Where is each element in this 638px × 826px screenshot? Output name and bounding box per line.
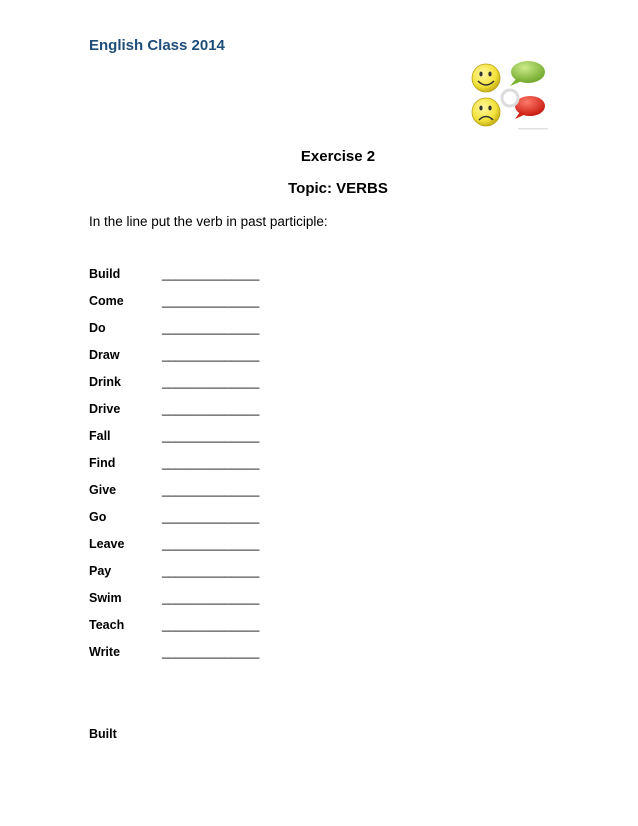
verb-word: Come [89,294,124,308]
verb-row [89,618,259,645]
verb-row [89,267,259,294]
verb-word: Drive [89,402,121,416]
verb-row [89,591,259,618]
verb-row [89,429,259,456]
verb-row [89,510,259,537]
verb-word: Draw [89,348,120,362]
answer-blank-line[interactable]: ______________ [162,645,260,659]
verb-word: Do [89,321,106,335]
answer-blank-line[interactable]: ______________ [162,564,260,578]
instruction-text: In the line put the verb in past participle: [89,214,328,229]
answer-blank-line[interactable]: ______________ [162,402,260,416]
answer-blank-line[interactable]: ______________ [162,375,260,389]
answer-blank-line[interactable]: ______________ [162,510,260,524]
verb-word: Teach [89,618,125,632]
answer-blank-line[interactable]: ______________ [162,294,260,308]
verb-row [89,321,259,348]
verb-word: Fall [89,429,111,443]
verb-word: Build [89,267,121,281]
verb-word: Drink [89,375,121,389]
verb-word: Swim [89,591,122,605]
answer-blank-line[interactable]: ______________ [162,348,260,362]
verb-row [89,483,259,510]
verb-list [89,267,259,672]
smiley-speech-bubbles-icon [468,58,556,134]
page-header-title: English Class 2014 [89,37,225,54]
verb-word: Find [89,456,116,470]
answer-blank-line[interactable]: ______________ [162,267,260,281]
verb-row [89,402,259,429]
verb-word: Give [89,483,117,497]
answer-blank-line[interactable]: ______________ [162,618,260,632]
answer-blank-line[interactable]: ______________ [162,591,260,605]
answer-blank-line[interactable]: ______________ [162,456,260,470]
answer-text: Built [89,727,117,741]
verb-row [89,537,259,564]
answer-blank-line[interactable]: ______________ [162,321,260,335]
exercise-title: Exercise 2 [300,148,376,165]
verb-word: Leave [89,537,125,551]
answer-blank-line[interactable]: ______________ [162,429,260,443]
verb-row [89,348,259,375]
answer-blank-line[interactable]: ______________ [162,483,260,497]
verb-word: Pay [89,564,112,578]
answer-blank-line[interactable]: ______________ [162,537,260,551]
verb-row [89,294,259,321]
verb-row [89,564,259,591]
verb-row [89,456,259,483]
topic-title: Topic: VERBS [288,180,388,197]
verb-word: Write [89,645,121,659]
verb-word: Go [89,510,107,524]
verb-row [89,375,259,402]
verb-row [89,645,259,672]
